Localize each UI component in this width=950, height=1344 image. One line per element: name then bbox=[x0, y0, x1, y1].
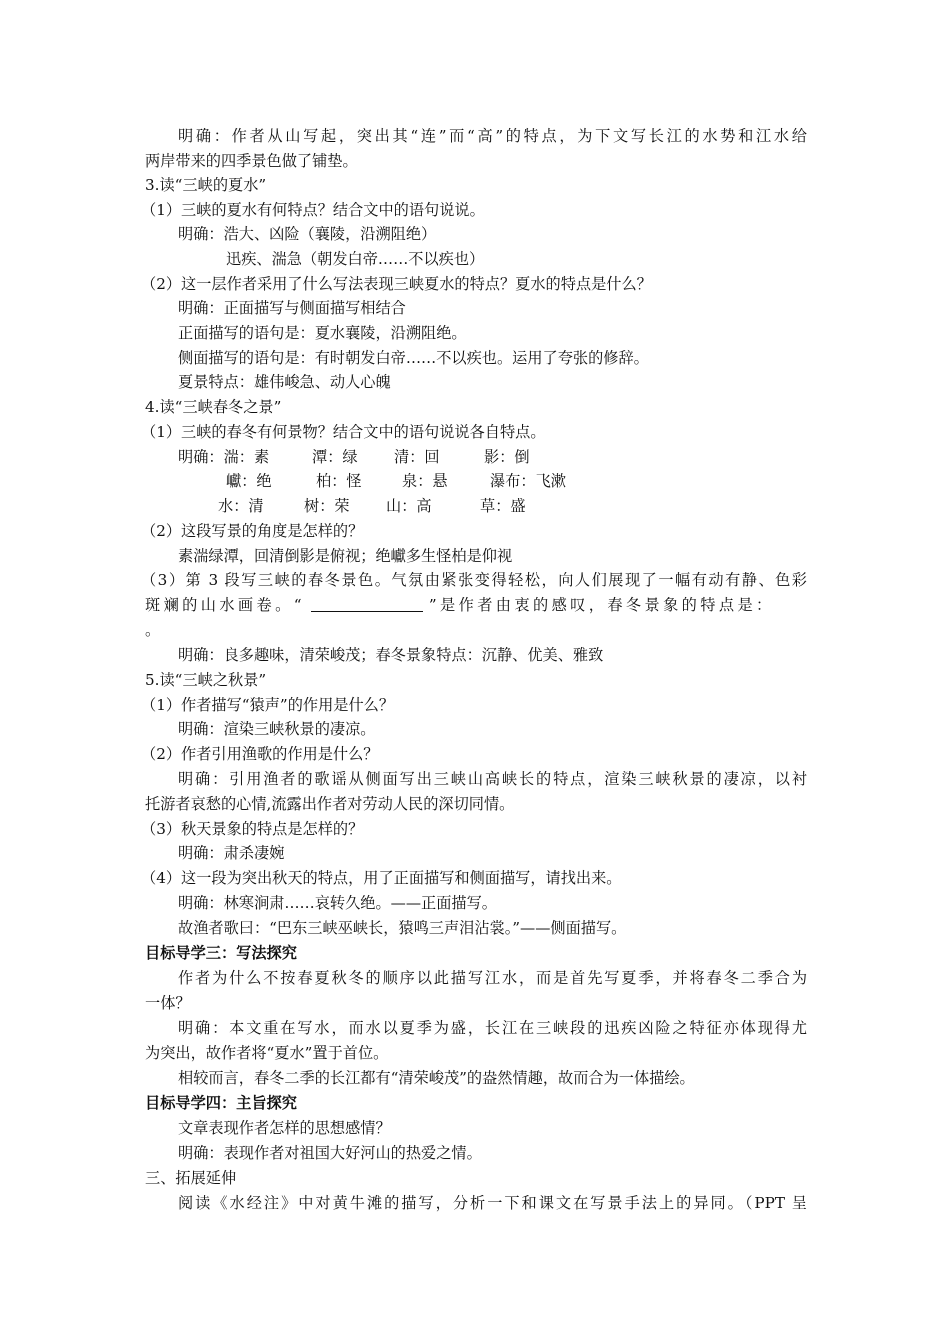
goal-heading: 目标导学四：主旨探究 bbox=[145, 1094, 297, 1112]
question-line: （3）第 3 段写三峡的春冬景色。气氛由紧张变得轻松，向人们展现了一幅有动有静、色彩 bbox=[141, 571, 807, 589]
scenery-item: 明确：湍：素 bbox=[178, 448, 270, 466]
answer-line: 明确：正面描写与侧面描写相结合 bbox=[178, 299, 406, 317]
question-text: 斑斓的山水画卷。“ bbox=[145, 596, 305, 614]
scenery-item: 树：荣 bbox=[304, 497, 350, 515]
answer-line: 明确：林寒涧肃……哀转久绝。——正面描写。 bbox=[178, 894, 497, 912]
scenery-row bbox=[218, 494, 880, 518]
scenery-row bbox=[226, 469, 888, 493]
scenery-row bbox=[178, 445, 840, 469]
question-line: （1）三峡的夏水有何特点？结合文中的语句说说。 bbox=[141, 201, 485, 219]
section-heading: 三、拓展延伸 bbox=[145, 1169, 237, 1187]
answer-line: 明确：良多趣味，清荣峻茂；春冬景象特点：沉静、优美、雅致 bbox=[178, 646, 604, 664]
answer-line: 明确：渲染三峡秋景的凄凉。 bbox=[178, 720, 376, 738]
answer-line: 明确：本文重在写水，而水以夏季为盛，长江在三峡段的迅疾凶险之特征亦体现得尤 bbox=[178, 1019, 807, 1037]
answer-line: 托游者哀愁的心情,流露出作者对劳动人民的深切同情。 bbox=[145, 795, 515, 813]
scenery-item: 潭：绿 bbox=[312, 448, 358, 466]
section-heading: 4.读“三峡春冬之景” bbox=[145, 398, 282, 416]
scenery-item: 柏：怪 bbox=[316, 472, 362, 490]
answer-line: 素湍绿潭，回清倒影是俯视；绝巘多生怪柏是仰视 bbox=[178, 547, 513, 565]
scenery-item: 清：回 bbox=[394, 448, 440, 466]
section-heading: 3.读“三峡的夏水” bbox=[145, 176, 267, 194]
question-line: （4）这一段为突出秋天的特点，用了正面描写和侧面描写，请找出来。 bbox=[141, 869, 622, 887]
answer-line: 迅疾、湍急（朝发白帝……不以疾也） bbox=[226, 250, 485, 268]
answer-line: 相较而言，春冬二季的长江都有“清荣峻茂”的盎然情趣，故而合为一体描绘。 bbox=[178, 1069, 695, 1087]
question-text: ”是作者由衷的感叹，春冬景象的特点是： bbox=[428, 596, 775, 614]
fill-blank bbox=[311, 595, 423, 612]
question-line: （2）这段写景的角度是怎样的？ bbox=[141, 522, 364, 540]
question-line: （1）作者描写“猿声”的作用是什么？ bbox=[141, 696, 395, 714]
question-line: （2）作者引用渔歌的作用是什么？ bbox=[141, 745, 379, 763]
scenery-item: 泉：悬 bbox=[402, 472, 448, 490]
paragraph-line: 两岸带来的四季景色做了铺垫。 bbox=[145, 152, 358, 170]
paragraph-line: 作者为什么不按春夏秋冬的顺序以此描写江水，而是首先写夏季，并将春冬二季合为 bbox=[178, 969, 807, 987]
scenery-item: 瀑布：飞漱 bbox=[490, 472, 566, 490]
question-line: （2）这一层作者采用了什么写法表现三峡夏水的特点？夏水的特点是什么？ bbox=[141, 275, 652, 293]
paragraph-line: 阅读《水经注》中对黄牛滩的描写，分析一下和课文在写景手法上的异同。（PPT 呈 bbox=[178, 1194, 807, 1212]
answer-line: 明确：表现作者对祖国大好河山的热爱之情。 bbox=[178, 1144, 482, 1162]
scenery-item: 草：盛 bbox=[480, 497, 526, 515]
paragraph-line: 明确：作者从山写起，突出其“连”而“高”的特点，为下文写长江的水势和江水给 bbox=[178, 127, 807, 145]
scenery-item: 山：高 bbox=[386, 497, 432, 515]
question-line: 文章表现作者怎样的思想感情？ bbox=[178, 1119, 391, 1137]
question-line: （1）三峡的春冬有何景物？结合文中的语句说说各自特点。 bbox=[141, 423, 546, 441]
scenery-item: 巘：绝 bbox=[226, 472, 272, 490]
answer-line: 明确：引用渔者的歌谣从侧面写出三峡山高峡长的特点，渲染三峡秋景的凄凉，以衬 bbox=[178, 770, 807, 788]
scenery-item: 水：清 bbox=[218, 497, 264, 515]
answer-line: 明确：肃杀凄婉 bbox=[178, 844, 285, 862]
answer-line: 为突出，故作者将“夏水”置于首位。 bbox=[145, 1044, 389, 1062]
section-heading: 5.读“三峡之秋景” bbox=[145, 671, 267, 689]
scenery-item: 影：倒 bbox=[484, 448, 530, 466]
answer-line: 侧面描写的语句是：有时朝发白帝……不以疾也。运用了夸张的修辞。 bbox=[178, 349, 649, 367]
answer-line: 明确：浩大、凶险（襄陵，沿溯阻绝） bbox=[178, 225, 437, 243]
question-line: （3）秋天景象的特点是怎样的？ bbox=[141, 820, 364, 838]
answer-line: 故渔者歌曰：“巴东三峡巫峡长，猿鸣三声泪沾裳。”——侧面描写。 bbox=[178, 919, 627, 937]
answer-line: 夏景特点：雄伟峻急、动人心魄 bbox=[178, 373, 391, 391]
answer-line: 正面描写的语句是：夏水襄陵，沿溯阻绝。 bbox=[178, 324, 467, 342]
goal-heading: 目标导学三：写法探究 bbox=[145, 944, 297, 962]
paragraph-line: 一体？ bbox=[145, 994, 191, 1012]
question-line bbox=[145, 593, 807, 617]
paragraph-line: 。 bbox=[145, 621, 161, 639]
